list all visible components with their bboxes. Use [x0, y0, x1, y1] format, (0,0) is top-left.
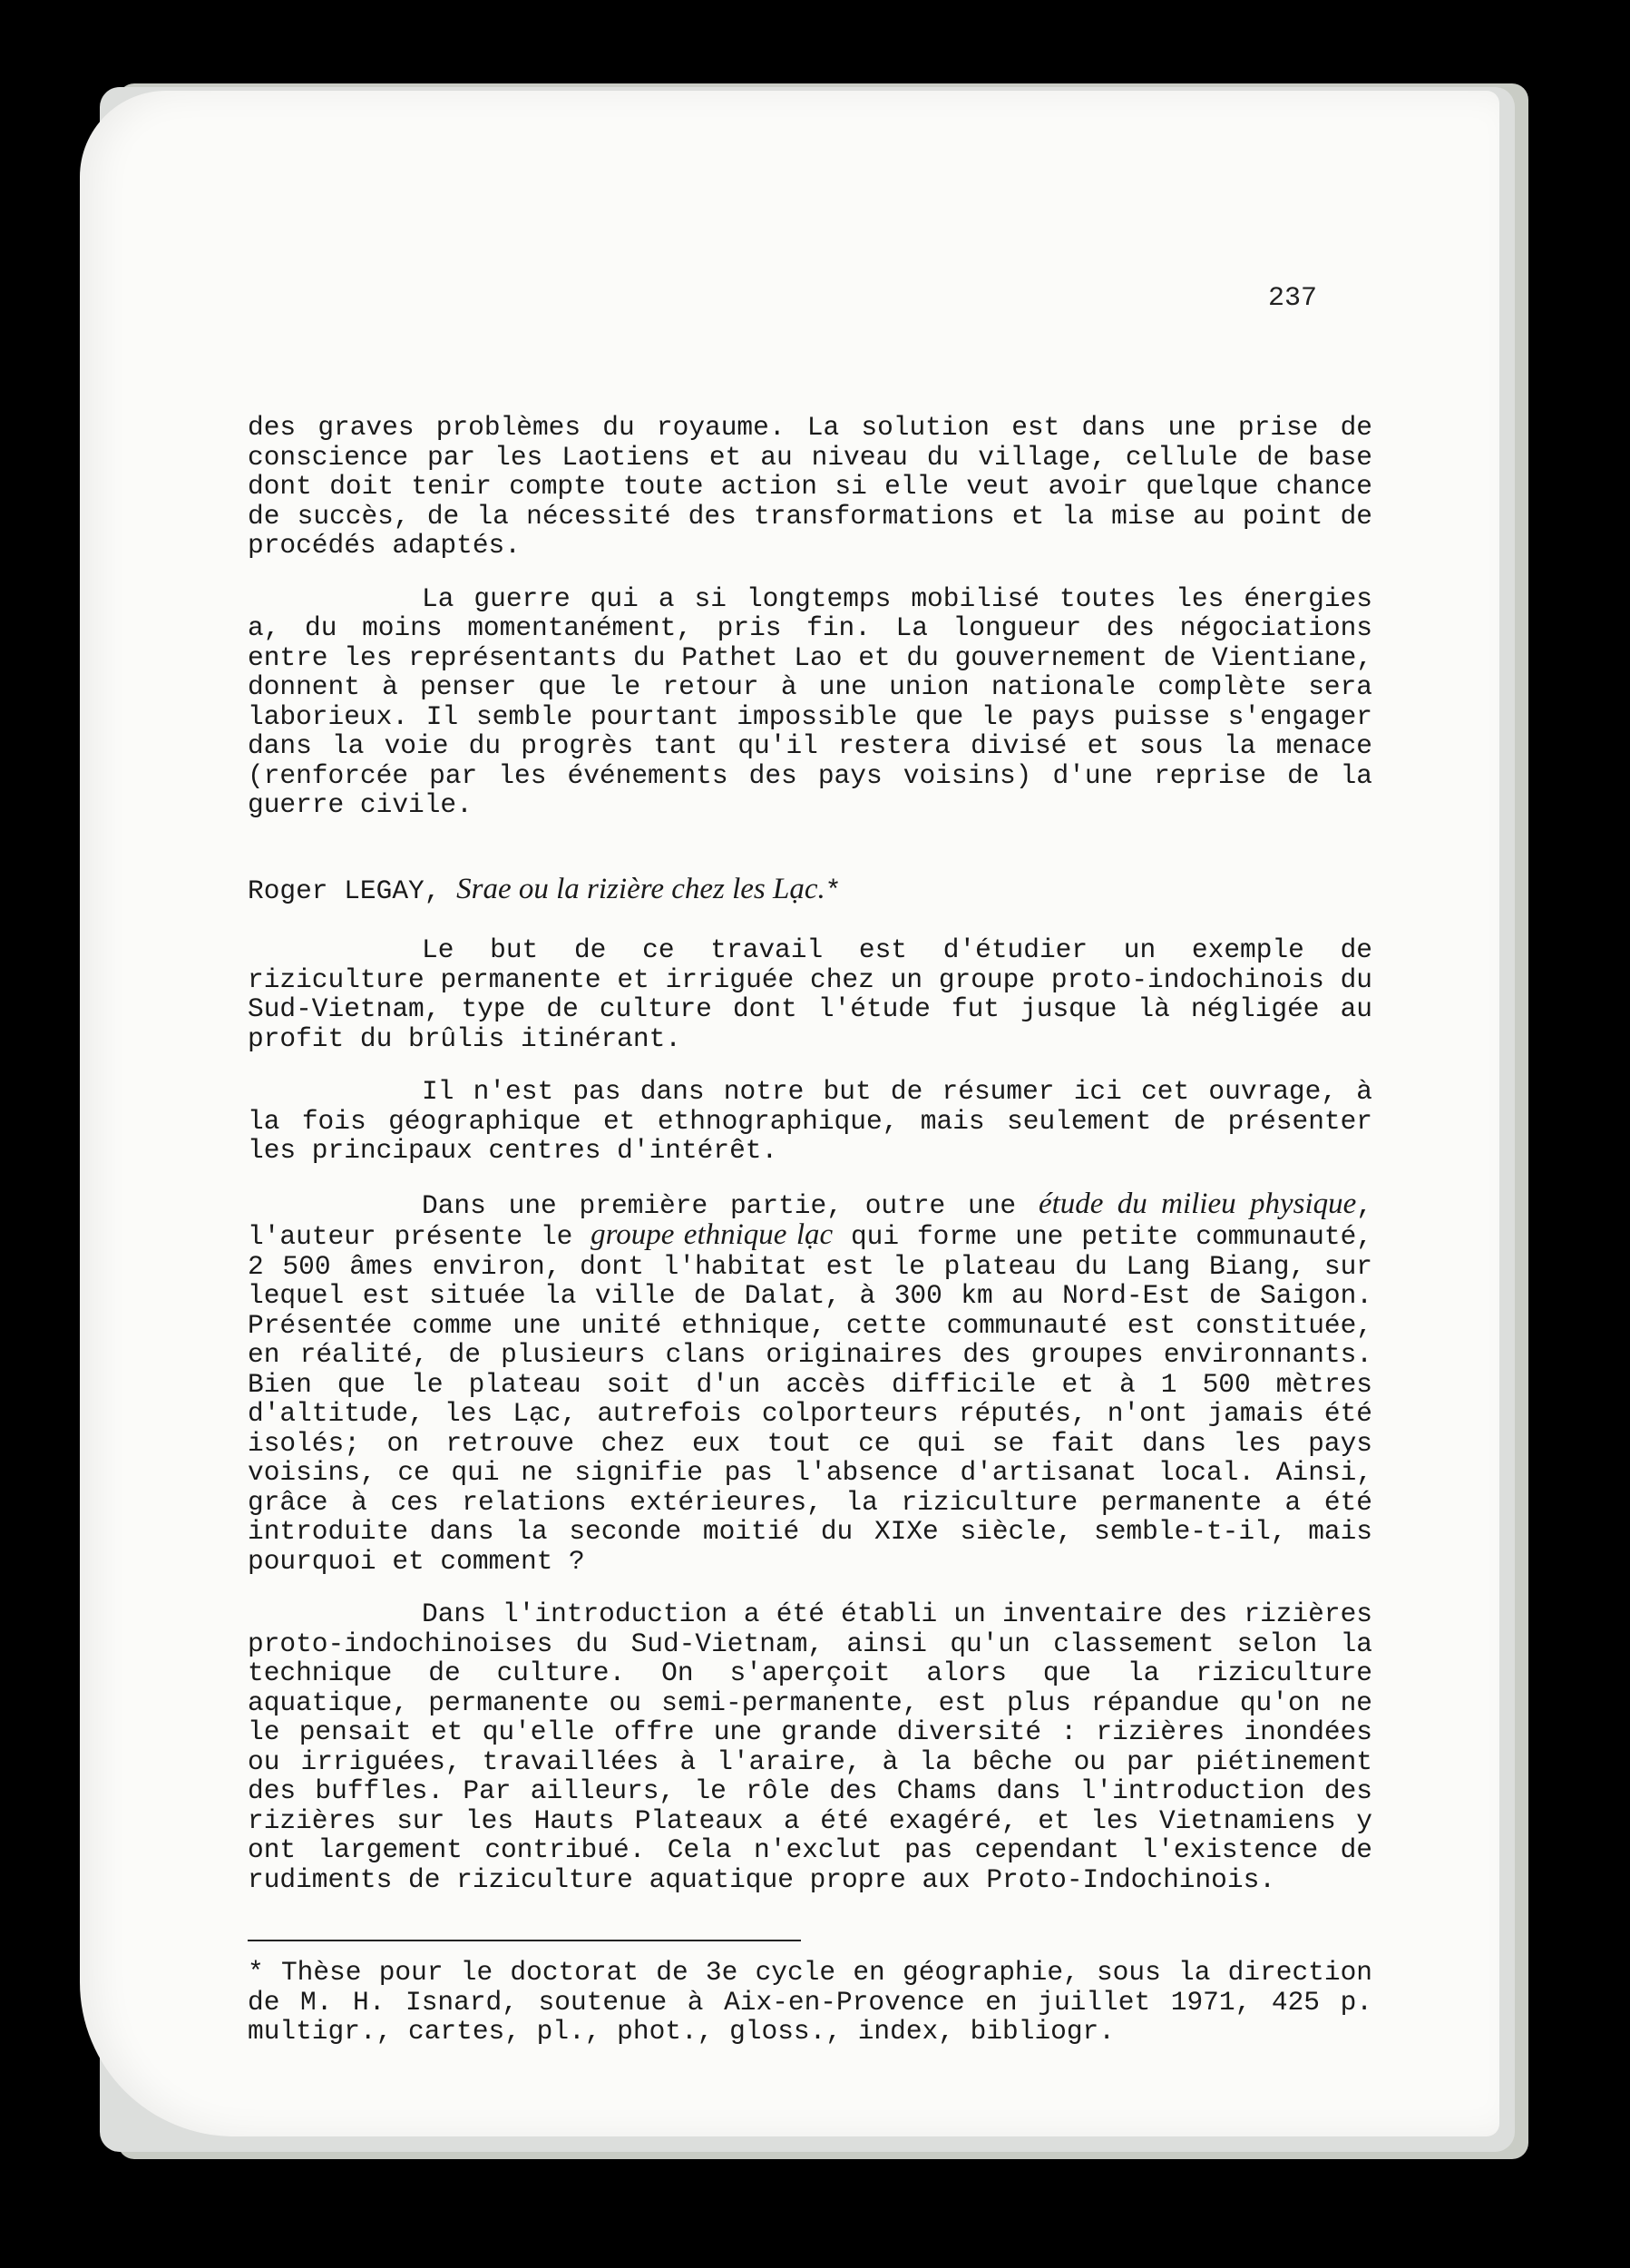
text-run: qui forme une petite communauté, 2 500 âmes environ, dont l'habitat est le plateau du Lang Biang, sur lequel est située la ville de Dalat, à 300 km au Nord-Est de Saigon. Présentée comme une unité ethnique, cette communauté est constituée, en réalité, de plusieurs clans originaires des groupes environnants. Bien que le plateau soit d'un accès difficile et à 1 500 mètres d'altitude, les Lạc, autrefois colporteurs réputés, n'ont jamais été isolés; on retrouve chez eux tout ce qui se fait dans les pays voisins, ce qui ne signifie pas l'absence d'artisanat local. Ainsi, grâce à ces relations extérieures, la riziculture permanente a été introduite dans la seconde moitié du XIXe siècle, semble-t-il, mais pourquoi et comment ? [248, 1221, 1372, 1577]
review-author: Roger LEGAY, [248, 875, 457, 906]
italic-run: étude du milieu physique [1038, 1187, 1357, 1220]
italic-run: groupe ethnique lạc [591, 1218, 834, 1251]
paragraph-war: La guerre qui a si longtemps mobilisé toutes les énergies a, du moins momentanément, pris fin. La longueur des négociations entre les représentants du Pathet Lao et du gouvernement de Vientiane, donnent à penser que le retour à une union nationale complète sera laborieux. Il semble pourtant impossible que le pays puisse s'engager dans la voie du progrès tant qu'il restera divisé et sous la menace (renforcée par les événements des pays voisins) d'une reprise de la guerre civile. [248, 582, 1372, 820]
footnote-text: * Thèse pour le doctorat de 3e cycle en géographie, sous la direction de M. H. Isnard, soutenue à Aix-en-Provence en juillet 1971, 425 p. multigr., cartes, pl., phot., gloss., index, bibliogr. [248, 1957, 1372, 2047]
footnote-marker: * [825, 875, 842, 906]
page-body [248, 413, 1372, 2047]
paragraph-goal: Le but de ce travail est d'étudier un exemple de riziculture permanente et irriguée chez un groupe proto-indochinois du Sud-Vietnam, type de culture dont l'étude fut jusque là négligée au profit du brûlis itinérant. [248, 934, 1372, 1054]
paragraph-introduction: Dans l'introduction a été établi un inventaire des rizières proto-indochinoises du Sud-Vietnam, ainsi qu'un classement selon la technique de culture. On s'aperçoit alors que la riziculture aquatique, permanente ou semi-permanente, est plus répandue qu'on ne le pensait et qu'elle offre une grande diversité : rizières inondées ou irriguées, travaillées à l'araire, à la bêche ou par piétinement des buffles. Par ailleurs, le rôle des Chams dans l'introduction des rizières sur les Hauts Plateaux a été exagéré, et les Vietnamiens y ont largement contribué. Cela n'exclut pas cependant l'existence de rudiments de riziculture aquatique propre aux Proto-Indochinois. [248, 1598, 1372, 1895]
review-title: Srae ou la rizière chez les Lạc. [456, 872, 825, 905]
page-number: 237 [1268, 283, 1318, 314]
text-run: Dans une première partie, outre une [422, 1189, 1039, 1221]
footnote-rule [248, 1940, 801, 1941]
text-run: , l'auteur présente le [248, 1189, 1372, 1252]
paragraph-continuation: des graves problèmes du royaume. La solution est dans une prise de conscience par les Laotiens et au niveau du village, cellule de base dont doit tenir compte toute action si elle veut avoir quelque chance de succès, de la nécessité des transformations et la mise au point de procédés adaptés. [248, 412, 1372, 561]
review-heading [248, 872, 1372, 906]
paragraph-first-part [248, 1189, 1372, 1577]
paragraph-scope: Il n'est pas dans notre but de résumer ici cet ouvrage, à la fois géographique et ethnographique, mais seulement de présenter les principaux centres d'intérêt. [248, 1076, 1372, 1166]
